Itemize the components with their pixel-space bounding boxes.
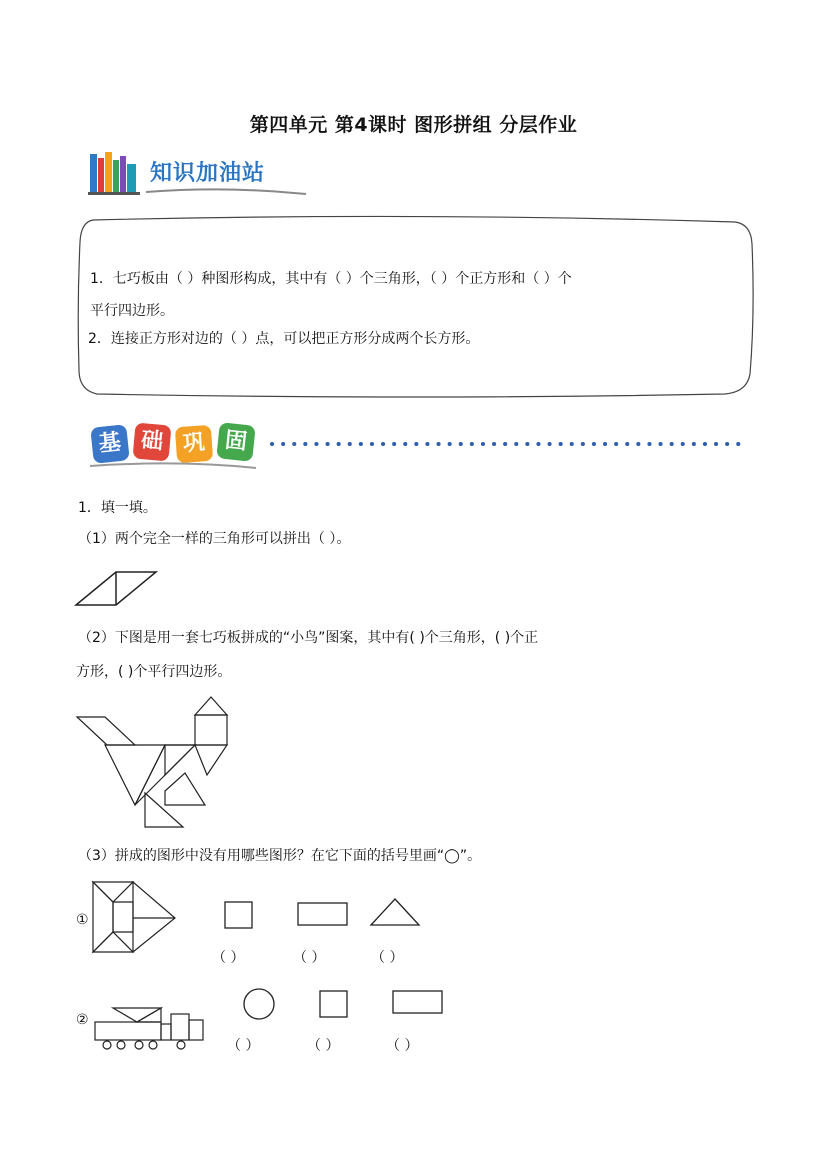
part1-text: （1）两个完全一样的三角形可以拼出（ ）。 <box>78 531 351 547</box>
rectangle-option-1 <box>297 902 349 928</box>
square-option-2 <box>319 990 349 1018</box>
tangram-bird-figure <box>75 693 235 833</box>
books-icon <box>88 150 140 196</box>
circle-option-2 <box>242 987 276 1021</box>
tangram-truck-figure <box>93 1006 213 1052</box>
knowledge-q2: 2．连接正方形对边的（ ）点，可以把正方形分成两个长方形。 <box>88 331 480 347</box>
square-option-1 <box>224 901 254 929</box>
basics-char-4: 固 <box>216 422 256 462</box>
part2-line2: 方形，( )个平行四边形。 <box>76 664 232 680</box>
triangle-option-1 <box>369 897 423 927</box>
dotted-line <box>270 440 750 448</box>
part2-line1: （2）下图是用一套七巧板拼成的“小鸟”图案，其中有( )个三角形，( )个正 <box>78 630 539 646</box>
knowledge-box <box>75 214 755 399</box>
basics-banner <box>88 420 748 472</box>
knowledge-q1-line1: 1．七巧板由（ ）种图形构成，其中有（ ）个三角形，（ ）个正方形和（ ）个 <box>90 271 572 287</box>
answer-bracket-2a[interactable]: （ ） <box>227 1038 260 1054</box>
basics-char-1: 基 <box>90 424 130 464</box>
answer-bracket-2c[interactable]: （ ） <box>386 1038 419 1054</box>
item1-label: ① <box>76 912 89 928</box>
basics-char-3: 巩 <box>175 425 213 463</box>
banner-underline <box>146 186 306 198</box>
parallelogram-figure <box>74 570 164 610</box>
banner-swoosh <box>88 460 258 472</box>
item2-label: ② <box>76 1012 89 1028</box>
rectangle-option-2 <box>392 990 444 1016</box>
knowledge-banner <box>88 150 313 198</box>
answer-bracket-1b[interactable]: （ ） <box>293 950 326 966</box>
page-title: 第四单元 第4课时 图形拼组 分层作业 <box>249 114 578 136</box>
part3-text: （3）拼成的图形中没有用哪些图形？在它下面的括号里画“◯”。 <box>78 848 482 864</box>
answer-bracket-1c[interactable]: （ ） <box>371 950 404 966</box>
basics-char-2: 础 <box>132 422 171 461</box>
knowledge-banner-title: 知识加油站 <box>150 161 266 186</box>
answer-bracket-2b[interactable]: （ ） <box>307 1038 340 1054</box>
exercise-heading: 1．填一填。 <box>78 500 157 516</box>
knowledge-q1-line2: 平行四边形。 <box>90 303 174 319</box>
tangram-fish-figure <box>91 880 181 956</box>
answer-bracket-1a[interactable]: （ ） <box>212 950 245 966</box>
